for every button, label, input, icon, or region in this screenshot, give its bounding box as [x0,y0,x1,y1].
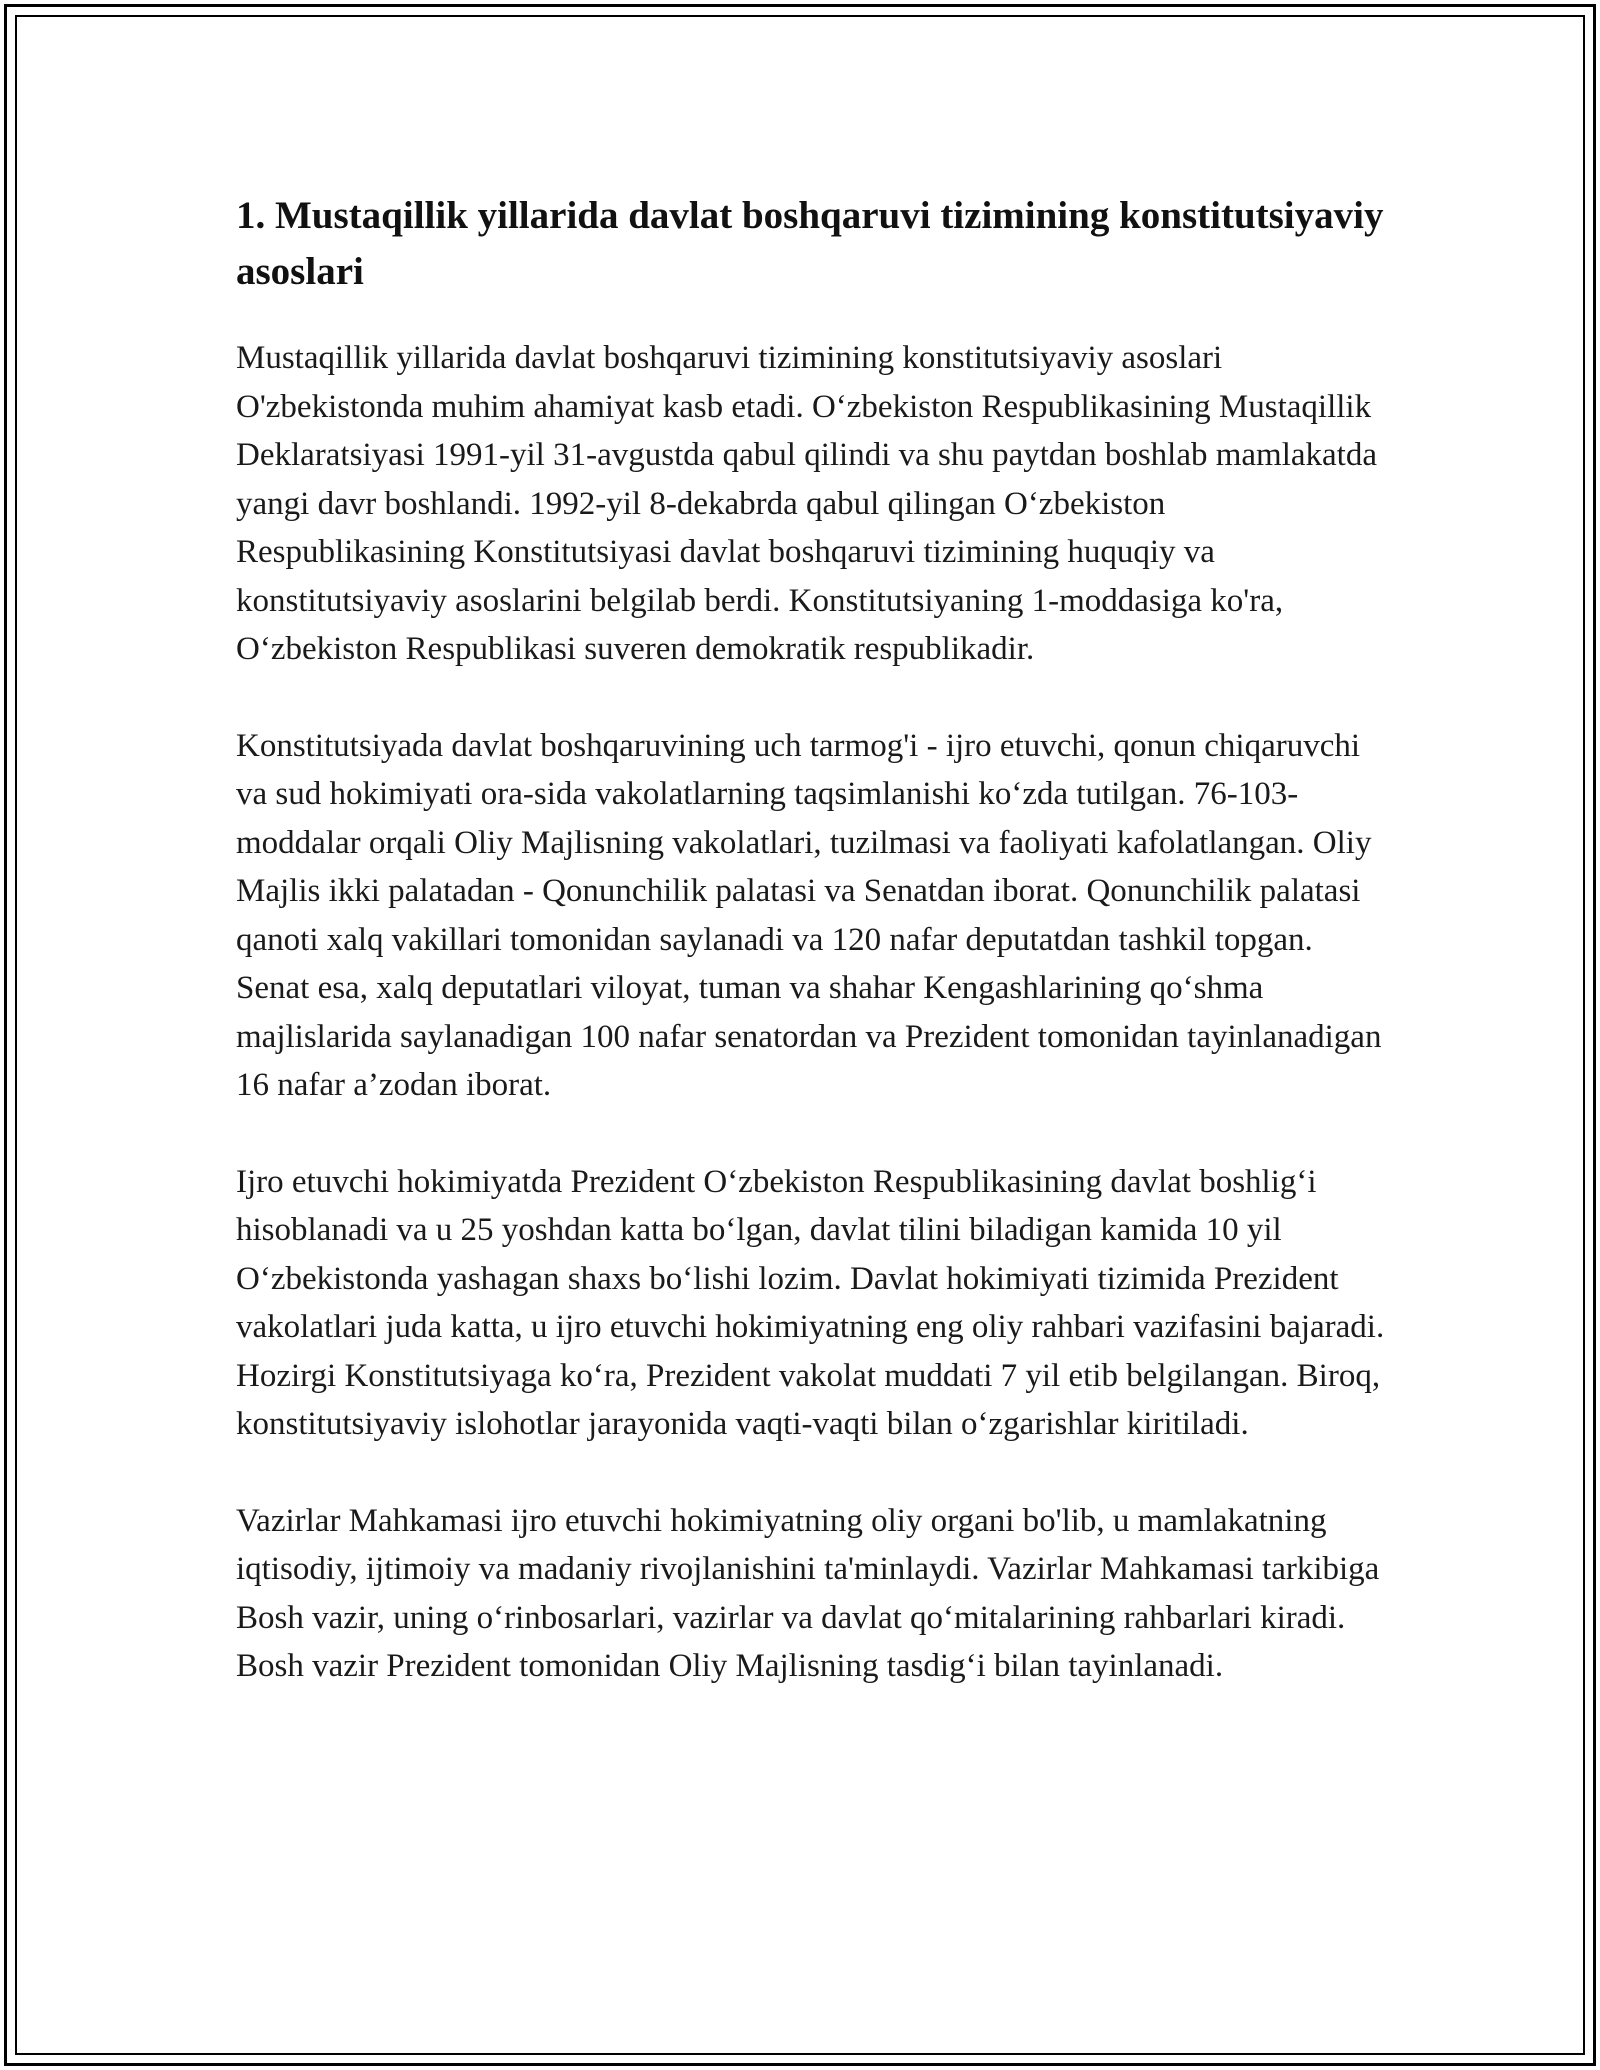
paragraph-president: Ijro etuvchi hokimiyatda Prezident O‘zbekiston Respublikasining davlat boshlig‘i hisoblanadi va u 25 yoshdan katta bo‘lgan, davlat tilini biladigan kamida 10 yil O‘zbekistonda yashagan shaxs bo‘lishi lozim. Davlat hokimiyati tizimida Prezident vakolatlari juda katta, u ijro etuvchi hokimiyatning eng oliy rahbari vazifasini bajaradi. Hozirgi Konstitutsiyaga ko‘ra, Prezident vakolat muddati 7 yil etib belgilangan. Biroq, konstitutsiyaviy islohotlar jarayonida vaqti-vaqti bilan o‘zgarishlar kiritiladi. [236,1163,1385,1442]
paragraph-constitutional-foundations: Mustaqillik yillarida davlat boshqaruvi tizimining konstitutsiyaviy asoslari O'zbekistonda muhim ahamiyat kasb etadi. O‘zbekiston Respublikasining Mustaqillik Deklaratsiyasi 1991-yil 31-avgustda qabul qilindi va shu paytdan boshlab mamlakatda yangi davr boshlandi. 1992-yil 8-dekabrda qabul qilingan O‘zbekiston Respublikasining Konstitutsiyasi davlat boshqaruvi tizimining huquqiy va konstitutsiyaviy asoslarini belgilab berdi. Konstitutsiyaning 1-moddasiga ko'ra, O‘zbekiston Respublikasi suveren demokratik respublikadir. [236,340,1377,667]
paragraph-cabinet-of-ministers: Vazirlar Mahkamasi ijro etuvchi hokimiyatning oliy organi bo'lib, u mamlakatning iqtisodiy, ijtimoiy va madaniy rivojlanishini ta'minlaydi. Vazirlar Mahkamasi tarkibiga Bosh vazir, uning o‘rinbosarlari, vazirlar va davlat qo‘mitalarining rahbarlari kiradi. Bosh vazir Prezident tomonidan Oliy Majlisning tasdig‘i bilan tayinlanadi. [236,1502,1380,1684]
paragraph-branches-of-power: Konstitutsiyada davlat boshqaruvining uch tarmog'i - ijro etuvchi, qonun chiqaruvchi va sud hokimiyati ora-sida vakolatlarning taqsimlanishi ko‘zda tutilgan. 76-103-moddalar orqali Oliy Majlisning vakolatlari, tuzilmasi va faoliyati kafolatlangan. Oliy Majlis ikki palatadan - Qonunchilik palatasi va Senatdan iborat. Qonunchilik palatasi qanoti xalq vakillari tomonidan saylanadi va 120 nafar deputatdan tashkil topgan. Senat esa, xalq deputatlari viloyat, tuman va shahar Kengashlarining qo‘shma majlislarida saylanadigan 100 nafar senatordan va Prezident tomonidan tayinlanadigan 16 nafar a’zodan iborat. [236,727,1382,1103]
section-heading: 1. Mustaqillik yillarida davlat boshqaruvi tizimining konstitutsiyaviy asoslari [236,194,1384,293]
document-body [236,188,1386,1739]
